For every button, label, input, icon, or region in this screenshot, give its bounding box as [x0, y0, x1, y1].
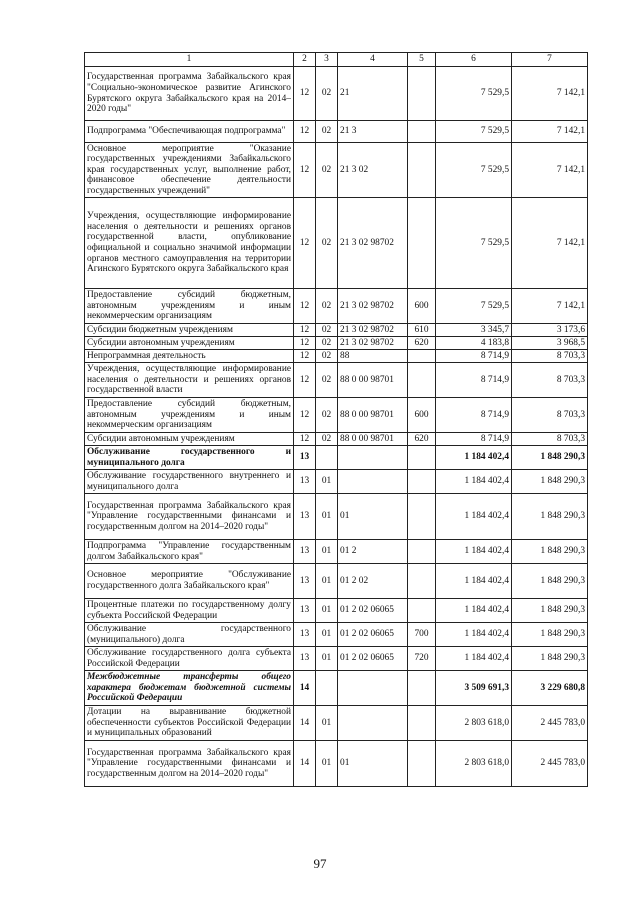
expense-type-code: 720 [408, 647, 436, 671]
table-row [85, 143, 588, 198]
expense-type-code [408, 494, 436, 540]
expense-type-code [408, 706, 436, 741]
amount-col-6: 7 529,5 [436, 121, 512, 143]
section-code: 12 [294, 121, 316, 143]
subsection-code: 01 [316, 494, 338, 540]
amount-col-7: 7 142,1 [512, 289, 588, 324]
amount-col-6: 1 184 402,4 [436, 470, 512, 494]
item-name: Обслуживание государственного внутреннего и муниципального долга [85, 470, 294, 494]
expense-type-code [408, 671, 436, 706]
amount-col-7: 7 142,1 [512, 143, 588, 198]
header-col-6: 6 [436, 53, 512, 67]
target-article-code: 21 [338, 67, 408, 121]
item-name: Государственная программа Забайкальского края "Социально-экономическое развитие Агинского Бурятского округа Забайкальского края на 2014–2020 годы" [85, 67, 294, 121]
table-row [85, 470, 588, 494]
subsection-code: 02 [316, 350, 338, 363]
target-article-code: 88 [338, 350, 408, 363]
subsection-code: 02 [316, 433, 338, 446]
expense-type-code: 600 [408, 289, 436, 324]
item-name: Процентные платежи по государственному долгу субъекта Российской Федерации [85, 599, 294, 623]
target-article-code: 88 0 00 98701 [338, 398, 408, 433]
table-row [85, 198, 588, 289]
table-row [85, 706, 588, 741]
subsection-code: 01 [316, 540, 338, 564]
expense-type-code: 620 [408, 433, 436, 446]
amount-col-7: 7 142,1 [512, 198, 588, 289]
item-name: Государственная программа Забайкальского края "Управление государственными финансами и государственным долгом на 2014–2020 годы" [85, 741, 294, 787]
subsection-code: 01 [316, 623, 338, 647]
subsection-code [316, 671, 338, 706]
section-code: 14 [294, 741, 316, 787]
table-row [85, 647, 588, 671]
expense-type-code [408, 540, 436, 564]
table-row [85, 121, 588, 143]
table-row [85, 623, 588, 647]
expense-type-code [408, 121, 436, 143]
target-article-code: 01 2 [338, 540, 408, 564]
target-article-code: 21 3 02 [338, 143, 408, 198]
amount-col-7: 1 848 290,3 [512, 446, 588, 470]
table-row [85, 324, 588, 337]
expense-type-code [408, 350, 436, 363]
amount-col-6: 8 714,9 [436, 398, 512, 433]
amount-col-7: 8 703,3 [512, 363, 588, 398]
section-code: 12 [294, 143, 316, 198]
expense-type-code: 600 [408, 398, 436, 433]
item-name: Дотации на выравнивание бюджетной обеспеченности субъектов Российской Федерации и муниципальных образований [85, 706, 294, 741]
section-code: 13 [294, 470, 316, 494]
amount-col-7: 1 848 290,3 [512, 470, 588, 494]
target-article-code: 88 0 00 98701 [338, 363, 408, 398]
table-row [85, 363, 588, 398]
subsection-code: 02 [316, 143, 338, 198]
amount-col-7: 2 445 783,0 [512, 706, 588, 741]
target-article-code: 01 [338, 494, 408, 540]
expense-type-code [408, 470, 436, 494]
target-article-code [338, 470, 408, 494]
amount-col-7: 8 703,3 [512, 433, 588, 446]
item-name: Непрограммная деятельность [85, 350, 294, 363]
table-row [85, 599, 588, 623]
section-code: 13 [294, 599, 316, 623]
amount-col-6: 1 184 402,4 [436, 540, 512, 564]
subsection-code: 02 [316, 324, 338, 337]
target-article-code: 88 0 00 98701 [338, 433, 408, 446]
amount-col-6: 1 184 402,4 [436, 564, 512, 599]
amount-col-6: 1 184 402,4 [436, 494, 512, 540]
section-code: 12 [294, 198, 316, 289]
item-name: Учреждения, осуществляющие информирование населения о деятельности и решениях органов государственной власти, опубликование официальной и социально значимой информации органов местного самоуправления на территории Агинского Бурятского округа Забайкальского края [85, 198, 294, 289]
subsection-code: 02 [316, 398, 338, 433]
table-row [85, 446, 588, 470]
amount-col-6: 1 184 402,4 [436, 623, 512, 647]
amount-col-7: 3 229 680,8 [512, 671, 588, 706]
expense-type-code [408, 564, 436, 599]
amount-col-7: 1 848 290,3 [512, 564, 588, 599]
section-code: 13 [294, 623, 316, 647]
item-name: Обслуживание государственного долга субъекта Российской Федерации [85, 647, 294, 671]
table-row [85, 741, 588, 787]
table-row [85, 540, 588, 564]
target-article-code: 01 2 02 [338, 564, 408, 599]
item-name: Предоставление субсидий бюджетным, автономным учреждениям и иным некоммерческим организациям [85, 398, 294, 433]
amount-col-6: 7 529,5 [436, 67, 512, 121]
section-code: 12 [294, 398, 316, 433]
amount-col-7: 3 173,6 [512, 324, 588, 337]
subsection-code: 02 [316, 337, 338, 350]
expense-type-code [408, 599, 436, 623]
amount-col-6: 8 714,9 [436, 350, 512, 363]
target-article-code: 21 3 02 98702 [338, 289, 408, 324]
amount-col-6: 1 184 402,4 [436, 446, 512, 470]
header-col-3: 3 [316, 53, 338, 67]
subsection-code: 02 [316, 121, 338, 143]
table-row [85, 494, 588, 540]
section-code: 13 [294, 446, 316, 470]
section-code: 12 [294, 324, 316, 337]
expense-type-code: 700 [408, 623, 436, 647]
table-header-row [85, 53, 588, 67]
target-article-code: 21 3 02 98702 [338, 324, 408, 337]
budget-table [84, 52, 588, 787]
table-row [85, 398, 588, 433]
header-col-7: 7 [512, 53, 588, 67]
amount-col-6: 8 714,9 [436, 433, 512, 446]
amount-col-6: 7 529,5 [436, 289, 512, 324]
subsection-code: 01 [316, 706, 338, 741]
amount-col-6: 8 714,9 [436, 363, 512, 398]
expense-type-code [408, 363, 436, 398]
subsection-code: 01 [316, 647, 338, 671]
subsection-code: 01 [316, 470, 338, 494]
item-name: Учреждения, осуществляющие информирование населения о деятельности и решениях органов государственной власти [85, 363, 294, 398]
item-name: Обслуживание государственного и муниципального долга [85, 446, 294, 470]
table-row [85, 350, 588, 363]
target-article-code: 21 3 02 98702 [338, 337, 408, 350]
amount-col-6: 2 803 618,0 [436, 706, 512, 741]
target-article-code [338, 671, 408, 706]
section-code: 12 [294, 363, 316, 398]
subsection-code: 02 [316, 289, 338, 324]
amount-col-7: 3 968,5 [512, 337, 588, 350]
table-row [85, 671, 588, 706]
item-name: Подпрограмма "Управление государственным долгом Забайкальского края" [85, 540, 294, 564]
header-col-2: 2 [294, 53, 316, 67]
section-code: 12 [294, 337, 316, 350]
amount-col-7: 8 703,3 [512, 398, 588, 433]
table-row [85, 433, 588, 446]
item-name: Государственная программа Забайкальского края "Управление государственными финансами и государственным долгом на 2014–2020 годы" [85, 494, 294, 540]
amount-col-7: 1 848 290,3 [512, 540, 588, 564]
table-row [85, 564, 588, 599]
amount-col-7: 7 142,1 [512, 67, 588, 121]
section-code: 12 [294, 350, 316, 363]
section-code: 12 [294, 67, 316, 121]
item-name: Подпрограмма "Обеспечивающая подпрограмма" [85, 121, 294, 143]
target-article-code: 01 [338, 741, 408, 787]
item-name: Субсидии автономным учреждениям [85, 337, 294, 350]
subsection-code: 02 [316, 363, 338, 398]
item-name: Субсидии автономным учреждениям [85, 433, 294, 446]
amount-col-7: 1 848 290,3 [512, 647, 588, 671]
expense-type-code [408, 143, 436, 198]
section-code: 14 [294, 671, 316, 706]
expense-type-code: 610 [408, 324, 436, 337]
expense-type-code [408, 67, 436, 121]
subsection-code [316, 446, 338, 470]
section-code: 12 [294, 289, 316, 324]
target-article-code: 01 2 02 06065 [338, 623, 408, 647]
subsection-code: 02 [316, 67, 338, 121]
target-article-code: 01 2 02 06065 [338, 599, 408, 623]
subsection-code: 01 [316, 564, 338, 599]
amount-col-6: 7 529,5 [436, 198, 512, 289]
header-col-5: 5 [408, 53, 436, 67]
item-name: Основное мероприятие "Оказание государственных учреждениями Забайкальского края государственных услуг, выполнение работ, финансовое обеспечение деятельности государственных учреждений" [85, 143, 294, 198]
table-row [85, 289, 588, 324]
section-code: 13 [294, 647, 316, 671]
amount-col-6: 3 345,7 [436, 324, 512, 337]
amount-col-7: 1 848 290,3 [512, 599, 588, 623]
amount-col-7: 7 142,1 [512, 121, 588, 143]
section-code: 14 [294, 706, 316, 741]
item-name: Предоставление субсидий бюджетным, автономным учреждениям и иным некоммерческим организациям [85, 289, 294, 324]
target-article-code [338, 706, 408, 741]
amount-col-6: 7 529,5 [436, 143, 512, 198]
section-code: 12 [294, 433, 316, 446]
expense-type-code [408, 446, 436, 470]
item-name: Межбюджетные трансферты общего характера бюджетам бюджетной системы Российской Федерации [85, 671, 294, 706]
subsection-code: 01 [316, 599, 338, 623]
header-col-1: 1 [85, 53, 294, 67]
amount-col-6: 4 183,8 [436, 337, 512, 350]
table-row [85, 67, 588, 121]
item-name: Основное мероприятие "Обслуживание государственного долга Забайкальского края" [85, 564, 294, 599]
amount-col-6: 3 509 691,3 [436, 671, 512, 706]
amount-col-7: 1 848 290,3 [512, 494, 588, 540]
target-article-code: 21 3 02 98702 [338, 198, 408, 289]
page-number: 97 [313, 856, 327, 871]
amount-col-7: 2 445 783,0 [512, 741, 588, 787]
expense-type-code: 620 [408, 337, 436, 350]
item-name: Субсидии бюджетным учреждениям [85, 324, 294, 337]
expense-type-code [408, 741, 436, 787]
target-article-code: 01 2 02 06065 [338, 647, 408, 671]
section-code: 13 [294, 540, 316, 564]
section-code: 13 [294, 494, 316, 540]
subsection-code: 02 [316, 198, 338, 289]
amount-col-7: 8 703,3 [512, 350, 588, 363]
amount-col-7: 1 848 290,3 [512, 623, 588, 647]
amount-col-6: 2 803 618,0 [436, 741, 512, 787]
expense-type-code [408, 198, 436, 289]
header-col-4: 4 [338, 53, 408, 67]
item-name: Обслуживание государственного (муниципального) долга [85, 623, 294, 647]
subsection-code: 01 [316, 741, 338, 787]
amount-col-6: 1 184 402,4 [436, 647, 512, 671]
amount-col-6: 1 184 402,4 [436, 599, 512, 623]
section-code: 13 [294, 564, 316, 599]
target-article-code [338, 446, 408, 470]
target-article-code: 21 3 [338, 121, 408, 143]
table-row [85, 337, 588, 350]
